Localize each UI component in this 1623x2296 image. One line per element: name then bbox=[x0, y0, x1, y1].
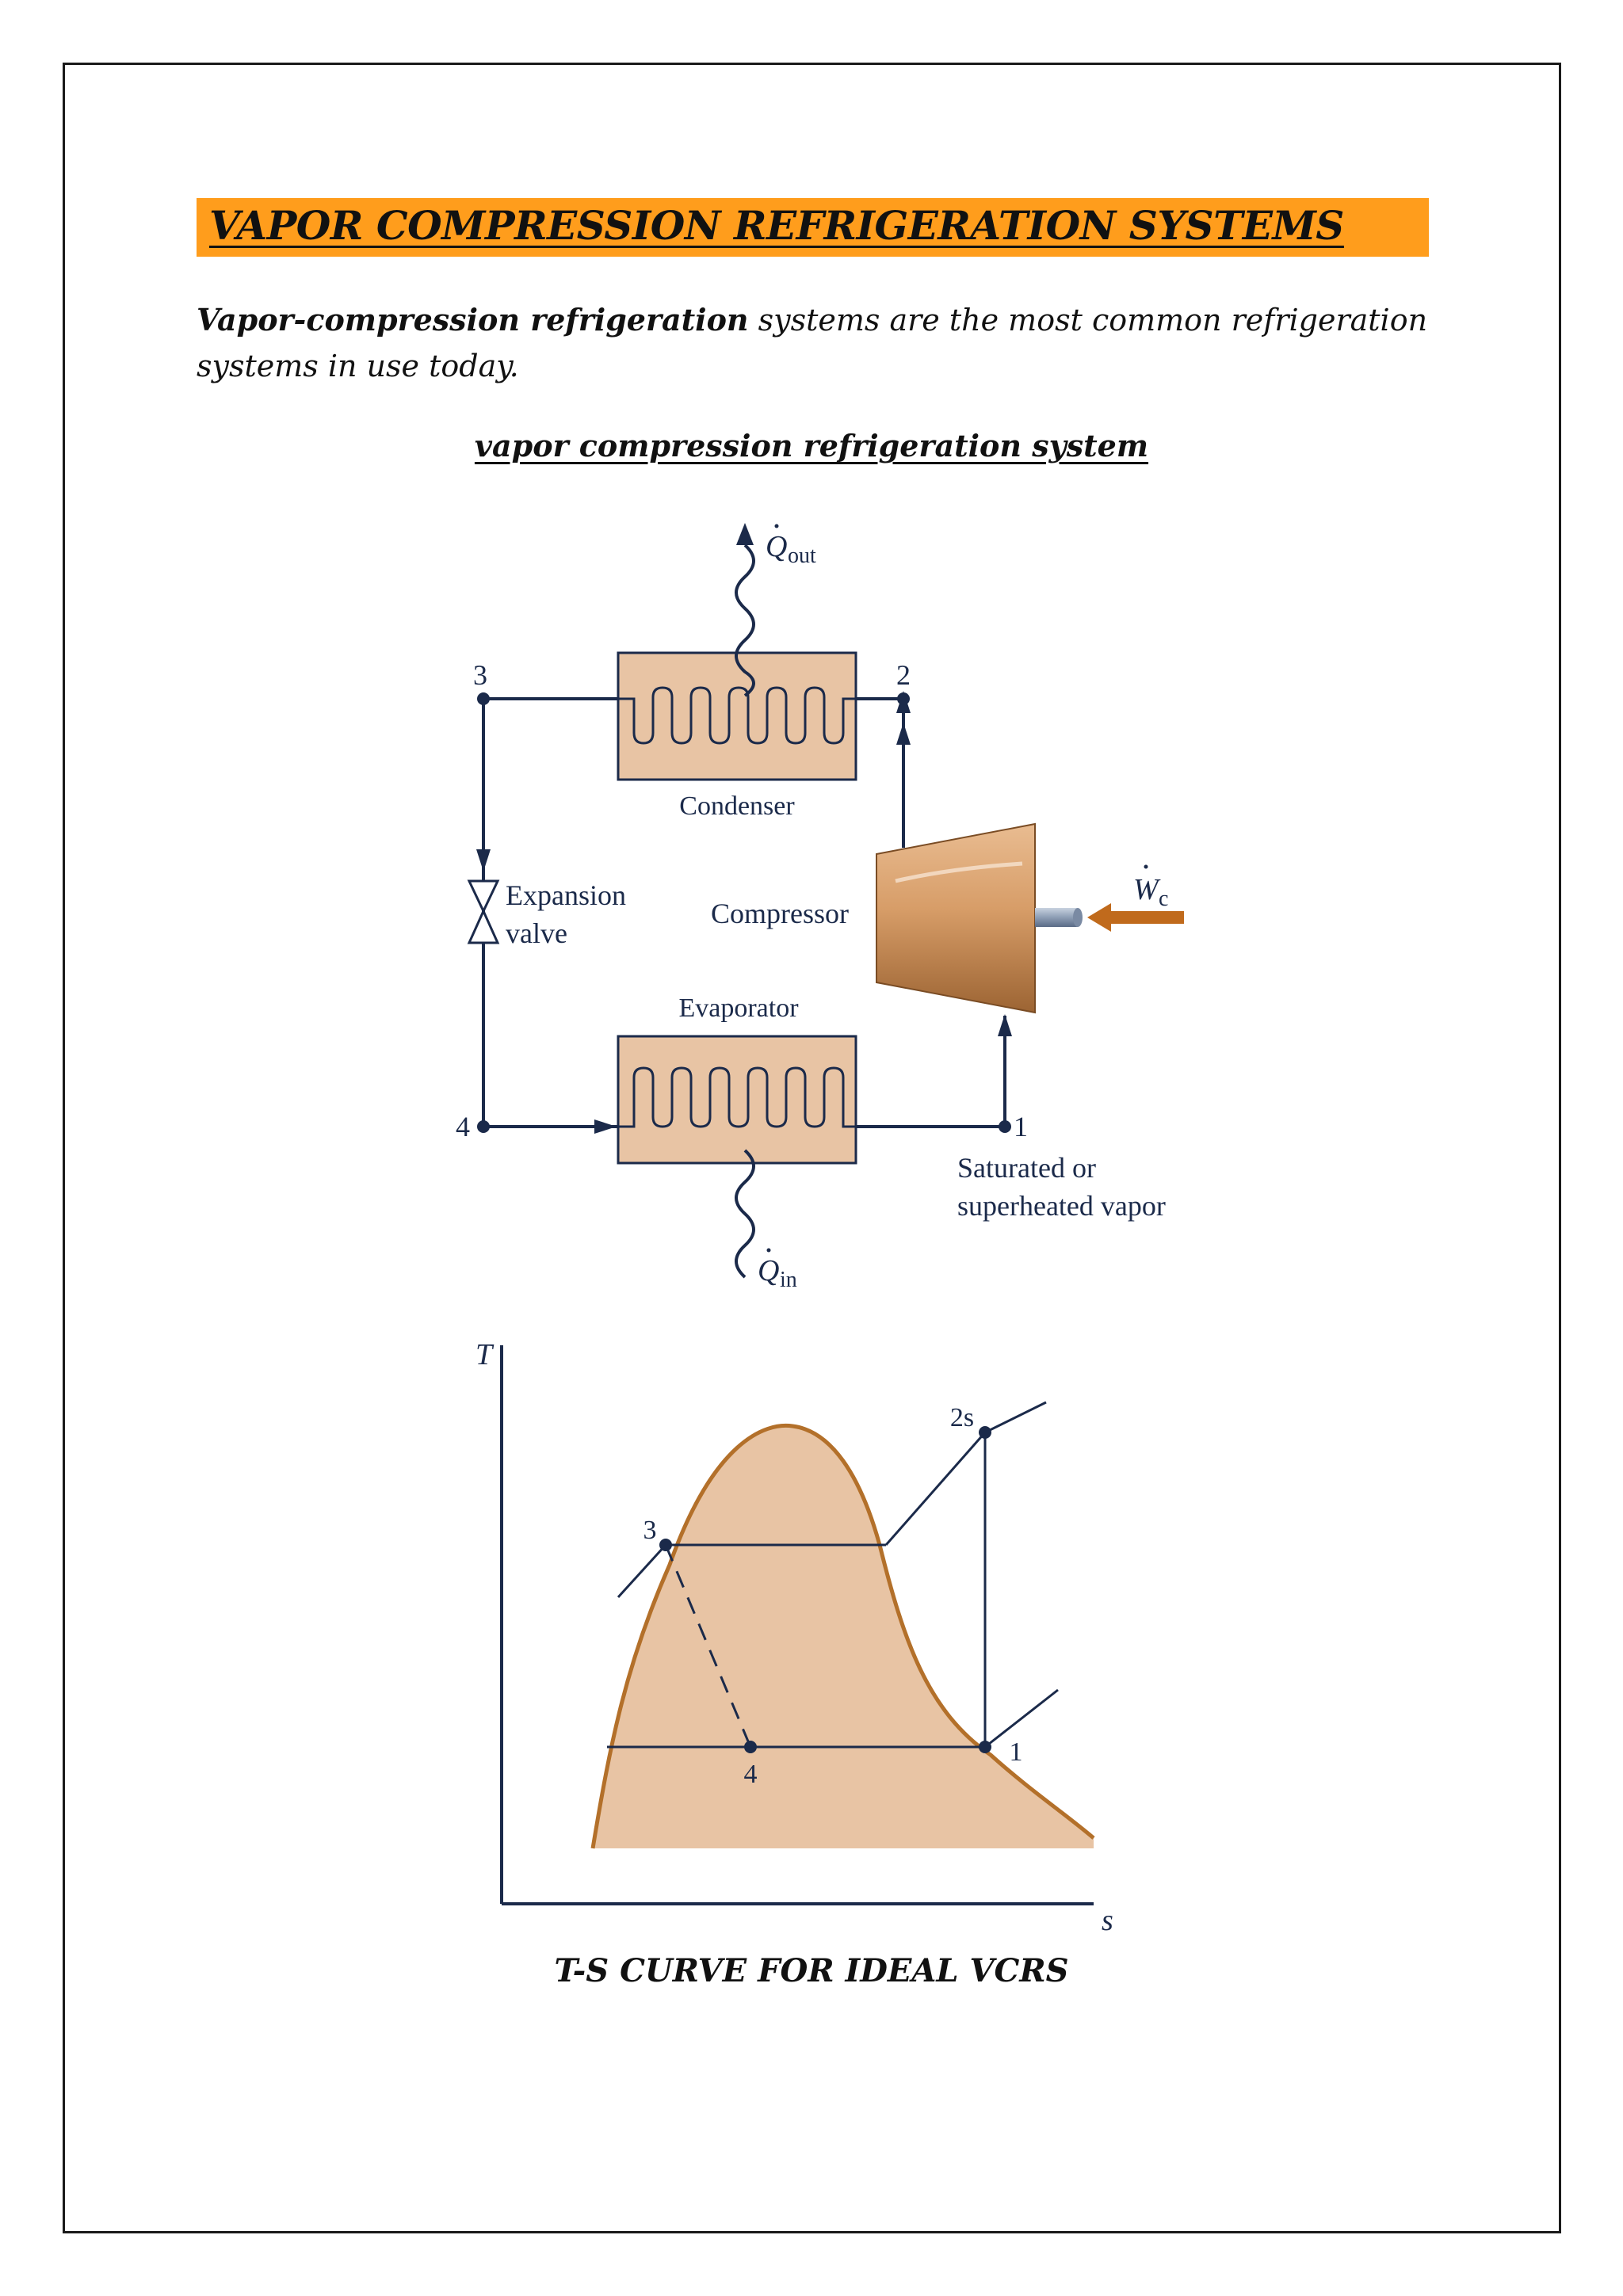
work-symbol: W bbox=[1133, 873, 1159, 906]
s-axis-label: s bbox=[1102, 1904, 1113, 1937]
evaporator-label: Evaporator bbox=[678, 994, 799, 1023]
compressor-shaft bbox=[1035, 908, 1078, 927]
intro-bold-term: Vapor-compression refrigeration bbox=[197, 302, 749, 338]
vapor-note-1: Saturated or bbox=[957, 1152, 1096, 1184]
t-axis-label: T bbox=[475, 1338, 493, 1371]
evaporator bbox=[618, 1036, 856, 1163]
point-2s-label: 2s bbox=[949, 1403, 975, 1432]
point-3-label: 3 bbox=[643, 1516, 657, 1545]
condenser bbox=[618, 653, 856, 780]
q-out-symbol: Q bbox=[766, 530, 788, 563]
state-2-label: 2 bbox=[896, 659, 911, 691]
expansion-valve-label-1: Expansion bbox=[506, 879, 626, 911]
state-3-label: 3 bbox=[473, 659, 487, 691]
vapor-note-2: superheated vapor bbox=[957, 1190, 1166, 1222]
saturation-dome-fill bbox=[593, 1425, 1094, 1848]
expansion-valve-label-2: valve bbox=[506, 917, 567, 949]
state-1-label: 1 bbox=[1014, 1111, 1028, 1142]
figure-1-caption: vapor compression refrigeration system bbox=[474, 428, 1149, 463]
state-4-label: 4 bbox=[456, 1111, 470, 1142]
q-in-symbol: Q bbox=[758, 1254, 780, 1287]
q-out-subscript: out bbox=[788, 543, 816, 568]
work-subscript: c bbox=[1159, 887, 1169, 911]
q-in-wave bbox=[736, 1150, 754, 1277]
page-title: VAPOR COMPRESSION REFRIGERATION SYSTEMS bbox=[209, 202, 1344, 249]
vcrs-schematic bbox=[404, 499, 1220, 1307]
point-1-label: 1 bbox=[1009, 1737, 1023, 1767]
condenser-label: Condenser bbox=[679, 791, 795, 821]
point-4-label: 4 bbox=[743, 1760, 758, 1789]
ts-diagram bbox=[460, 1331, 1173, 1949]
intro-text: systems are the most common refrigeration systems in use today. bbox=[197, 303, 1428, 383]
compressor-icon bbox=[876, 824, 1035, 1013]
compressor-label: Compressor bbox=[711, 898, 849, 929]
figure-2-caption: T-S CURVE FOR IDEAL VCRS bbox=[554, 1952, 1069, 1989]
work-arrow bbox=[1087, 903, 1184, 932]
expansion-valve-icon bbox=[469, 881, 498, 943]
q-in-subscript: in bbox=[780, 1268, 797, 1292]
intro-paragraph bbox=[197, 297, 1449, 389]
